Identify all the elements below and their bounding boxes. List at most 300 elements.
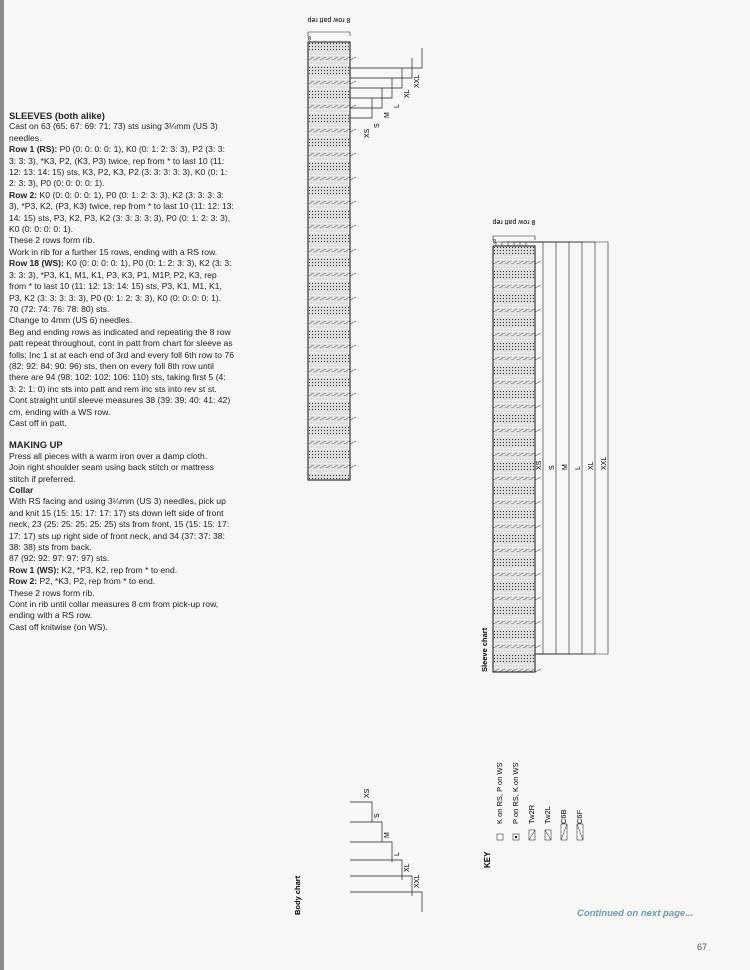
purl-dot (527, 253, 528, 254)
making-up-heading: MAKING UP (9, 439, 63, 451)
purl-dot (512, 469, 513, 470)
purl-dot (509, 487, 510, 488)
purl-dot (518, 631, 519, 632)
purl-dot (342, 211, 343, 212)
purl-dot (500, 487, 501, 488)
purl-dot (533, 589, 534, 590)
purl-dot (527, 298, 528, 299)
purl-dot (515, 349, 516, 350)
purl-dot (342, 334, 343, 335)
purl-dot (330, 358, 331, 359)
purl-dot (533, 349, 534, 350)
purl-dot (494, 610, 495, 611)
purl-dot (503, 271, 504, 272)
purl-dot (333, 430, 334, 431)
purl-dot (333, 70, 334, 71)
purl-dot (330, 337, 331, 338)
key-label: P on RS, K on WS (511, 762, 520, 824)
purl-dot (530, 589, 531, 590)
purl-dot (318, 49, 319, 50)
purl-dot (324, 49, 325, 50)
purl-dot (530, 421, 531, 422)
purl-dot (327, 193, 328, 194)
purl-dot (339, 475, 340, 476)
purl-dot (345, 235, 346, 236)
purl-dot (494, 487, 495, 488)
purl-dot (497, 661, 498, 662)
purl-dot (336, 46, 337, 47)
purl-dot (324, 403, 325, 404)
purl-dot (342, 163, 343, 164)
purl-dot (330, 190, 331, 191)
purl-dot (530, 322, 531, 323)
purl-dot (309, 355, 310, 356)
purl-dot (318, 43, 319, 44)
purl-dot (336, 265, 337, 266)
purl-dot (512, 421, 513, 422)
purl-dot (321, 241, 322, 242)
purl-dot (521, 367, 522, 368)
purl-dot (312, 385, 313, 386)
purl-dot (497, 541, 498, 542)
purl-dot (515, 373, 516, 374)
row-label: Row 1 (RS): (9, 144, 58, 155)
purl-dot (339, 70, 340, 71)
purl-dot (506, 538, 507, 539)
purl-dot (515, 295, 516, 296)
purl-dot (321, 283, 322, 284)
purl-dot (503, 466, 504, 467)
purl-dot (348, 331, 349, 332)
purl-dot (500, 370, 501, 371)
instruction-text: With RS facing and using 3¼mm (US 3) needles, pick up and knit 15 (15: 15: 17: 17: 17) sts down left side of front neck, 23 (25: 25: 25: 25: 25) sts from front, 15 (15: 15: 17: 17: 17) sts up right side of front neck, and 34 (37: 37: 38: 38: 38) sts from back. (9, 496, 230, 553)
purl-dot (521, 613, 522, 614)
purl-dot (321, 91, 322, 92)
sleeve-chart-label: Sleeve chart (480, 627, 489, 672)
purl-dot (312, 262, 313, 263)
purl-dot (524, 391, 525, 392)
purl-dot (512, 349, 513, 350)
purl-dot (348, 166, 349, 167)
blank-square-icon (497, 834, 503, 840)
purl-dot (333, 358, 334, 359)
purl-dot (321, 121, 322, 122)
purl-dot (330, 409, 331, 410)
purl-dot (494, 613, 495, 614)
purl-dot (336, 115, 337, 116)
purl-dot (533, 418, 534, 419)
purl-dot (342, 331, 343, 332)
purl-dot (312, 382, 313, 383)
purl-dot (527, 655, 528, 656)
purl-dot (503, 655, 504, 656)
purl-dot (339, 265, 340, 266)
purl-dot (318, 265, 319, 266)
purl-dot (518, 367, 519, 368)
cable-stroke (350, 57, 356, 60)
purl-dot (509, 325, 510, 326)
purl-dot (515, 607, 516, 608)
purl-dot (515, 613, 516, 614)
purl-dot (336, 457, 337, 458)
purl-dot (509, 535, 510, 536)
purl-dot (494, 541, 495, 542)
purl-dot (500, 391, 501, 392)
purl-dot (330, 49, 331, 50)
purl-dot (497, 487, 498, 488)
purl-dot (506, 565, 507, 566)
purl-dot (533, 445, 534, 446)
purl-dot (512, 535, 513, 536)
purl-dot (530, 391, 531, 392)
purl-dot (497, 271, 498, 272)
purl-dot (321, 94, 322, 95)
purl-dot (509, 469, 510, 470)
purl-dot (500, 517, 501, 518)
purl-dot (315, 67, 316, 68)
purl-dot (330, 289, 331, 290)
purl-dot (527, 343, 528, 344)
purl-dot (521, 301, 522, 302)
purl-dot (524, 565, 525, 566)
size-label: M (384, 832, 391, 838)
purl-dot (530, 271, 531, 272)
purl-dot (509, 541, 510, 542)
purl-dot (345, 289, 346, 290)
purl-dot (327, 454, 328, 455)
purl-dot (494, 586, 495, 587)
purl-dot (533, 322, 534, 323)
purl-dot (327, 217, 328, 218)
purl-dot (348, 49, 349, 50)
purl-dot (509, 517, 510, 518)
purl-dot (518, 439, 519, 440)
purl-dot (518, 295, 519, 296)
purl-dot (312, 214, 313, 215)
purl-dot (312, 187, 313, 188)
purl-dot (336, 187, 337, 188)
purl-dot (315, 454, 316, 455)
collar-instructions (9, 496, 234, 633)
purl-dot (342, 238, 343, 239)
purl-dot (506, 415, 507, 416)
purl-dot (512, 277, 513, 278)
instruction-paragraph (9, 418, 234, 429)
purl-dot (345, 211, 346, 212)
purl-dot (315, 451, 316, 452)
purl-dot (324, 307, 325, 308)
purl-dot (521, 277, 522, 278)
purl-dot (315, 478, 316, 479)
purl-dot (315, 139, 316, 140)
purl-dot (315, 433, 316, 434)
purl-dot (327, 211, 328, 212)
purl-dot (342, 43, 343, 44)
purl-dot (515, 466, 516, 467)
purl-dot (330, 427, 331, 428)
purl-dot (527, 559, 528, 560)
purl-dot (315, 265, 316, 266)
purl-dot (309, 475, 310, 476)
purl-dot (509, 493, 510, 494)
purl-dot (342, 283, 343, 284)
purl-dot (333, 382, 334, 383)
instruction-text: P2, *K3, P2, rep from * to end. (37, 576, 156, 587)
size-leader-line (350, 802, 372, 822)
purl-dot (500, 418, 501, 419)
purl-dot (333, 145, 334, 146)
purl-dot (327, 385, 328, 386)
purl-dot (527, 586, 528, 587)
purl-dot (530, 250, 531, 251)
purl-dot (345, 193, 346, 194)
purl-dot (524, 325, 525, 326)
purl-dot (518, 589, 519, 590)
purl-dot (330, 91, 331, 92)
purl-dot (506, 370, 507, 371)
purl-dot (327, 427, 328, 428)
cable-stroke (535, 501, 541, 504)
purl-dot (333, 214, 334, 215)
purl-dot (309, 478, 310, 479)
purl-dot (524, 322, 525, 323)
purl-dot (321, 214, 322, 215)
purl-dot (506, 514, 507, 515)
purl-dot (324, 217, 325, 218)
purl-dot (336, 358, 337, 359)
purl-dot (324, 406, 325, 407)
purl-dot (533, 295, 534, 296)
purl-dot (503, 493, 504, 494)
purl-dot (345, 403, 346, 404)
purl-dot (518, 538, 519, 539)
purl-dot (315, 118, 316, 119)
purl-dot (524, 469, 525, 470)
purl-dot (521, 445, 522, 446)
purl-dot (345, 163, 346, 164)
purl-dot (494, 517, 495, 518)
purl-dot (315, 193, 316, 194)
purl-dot (330, 238, 331, 239)
purl-dot (530, 538, 531, 539)
purl-dot (524, 319, 525, 320)
purl-dot (527, 538, 528, 539)
purl-dot (530, 565, 531, 566)
cable-stroke (350, 177, 356, 180)
purl-dot (512, 247, 513, 248)
purl-dot (318, 235, 319, 236)
purl-dot (324, 262, 325, 263)
purl-dot (327, 190, 328, 191)
cable-stroke (350, 105, 356, 108)
purl-dot (509, 589, 510, 590)
purl-dot (515, 319, 516, 320)
purl-dot (518, 634, 519, 635)
purl-dot (333, 265, 334, 266)
purl-dot (339, 313, 340, 314)
purl-dot (518, 442, 519, 443)
purl-dot (503, 415, 504, 416)
purl-dot (336, 403, 337, 404)
purl-dot (512, 373, 513, 374)
purl-dot (345, 313, 346, 314)
purl-dot (506, 463, 507, 464)
purl-dot (321, 163, 322, 164)
purl-dot (327, 121, 328, 122)
size-label: S (374, 813, 381, 818)
purl-dot (348, 454, 349, 455)
purl-dot (321, 334, 322, 335)
purl-dot (333, 361, 334, 362)
instruction-text: Beg and ending rows as indicated and repeating the 8 row patt repeat throughout, cont in patt from chart for sleeve as folls: Inc 1 st at each end of 3rd and every foll 6th row to 76 (82: 92: 84: 90: 96) sts, then on every foll 8th row until there are 94 (98: 102: 102: 106: 110) sts, taking first 5 (4: 3: 2: 1: 0) inc sts into patt and rem inc sts into rev st st. (9, 326, 234, 394)
purl-dot (336, 193, 337, 194)
purl-dot (497, 469, 498, 470)
purl-dot (315, 91, 316, 92)
purl-dot (512, 586, 513, 587)
purl-dot (336, 142, 337, 143)
purl-dot (336, 67, 337, 68)
purl-dot (309, 379, 310, 380)
size-label: XXL (414, 874, 421, 888)
purl-dot (330, 187, 331, 188)
purl-dot (521, 397, 522, 398)
purl-dot (330, 265, 331, 266)
purl-dot (315, 385, 316, 386)
purl-dot (506, 391, 507, 392)
purl-dot (530, 535, 531, 536)
purl-dot (527, 421, 528, 422)
purl-dot (524, 373, 525, 374)
purl-dot (524, 370, 525, 371)
purl-dot (530, 247, 531, 248)
purl-dot (345, 259, 346, 260)
purl-dot (506, 394, 507, 395)
purl-dot (506, 418, 507, 419)
purl-dot (494, 589, 495, 590)
purl-dot (533, 559, 534, 560)
purl-dot (515, 394, 516, 395)
purl-dot (521, 247, 522, 248)
purl-dot (321, 139, 322, 140)
purl-dot (509, 367, 510, 368)
purl-dot (497, 298, 498, 299)
repeat-number: 8 (492, 237, 496, 243)
purl-dot (321, 190, 322, 191)
purl-dot (521, 637, 522, 638)
cable-stroke (535, 309, 541, 312)
instruction-text: Cast on 63 (65: 67: 69: 71: 73) sts using 3¼mm (US 3) needles. (9, 121, 218, 143)
purl-dot (503, 418, 504, 419)
purl-dot (497, 253, 498, 254)
purl-dot (312, 166, 313, 167)
purl-dot (530, 586, 531, 587)
purl-dot (315, 337, 316, 338)
purl-dot (336, 355, 337, 356)
purl-dot (500, 469, 501, 470)
purl-dot (330, 73, 331, 74)
purl-dot (315, 142, 316, 143)
purl-dot (348, 433, 349, 434)
purl-dot (333, 451, 334, 452)
purl-dot (342, 379, 343, 380)
purl-dot (494, 298, 495, 299)
purl-dot (533, 367, 534, 368)
purl-dot (312, 337, 313, 338)
cable-stroke (535, 621, 541, 624)
purl-dot (497, 466, 498, 467)
purl-dot (324, 454, 325, 455)
purl-dot (503, 445, 504, 446)
purl-dot (524, 346, 525, 347)
purl-dot (521, 298, 522, 299)
purl-dot (309, 115, 310, 116)
purl-dot (345, 478, 346, 479)
purl-dot (527, 349, 528, 350)
purl-dot (521, 295, 522, 296)
purl-dot (515, 421, 516, 422)
purl-dot (318, 163, 319, 164)
purl-dot (309, 118, 310, 119)
purl-dot (342, 307, 343, 308)
purl-dot (530, 517, 531, 518)
purl-dot (348, 214, 349, 215)
purl-dot (533, 277, 534, 278)
purl-dot (521, 391, 522, 392)
purl-dot (533, 661, 534, 662)
purl-dot (530, 367, 531, 368)
purl-dot (512, 610, 513, 611)
purl-dot (509, 346, 510, 347)
purl-dot (321, 307, 322, 308)
purl-dot (497, 421, 498, 422)
purl-dot (530, 466, 531, 467)
purl-dot (318, 310, 319, 311)
purl-dot (527, 439, 528, 440)
purl-dot (348, 94, 349, 95)
purl-dot (527, 277, 528, 278)
purl-dot (315, 379, 316, 380)
purl-dot (518, 349, 519, 350)
purl-dot (530, 343, 531, 344)
collar-heading: Collar (9, 485, 34, 495)
purl-dot (509, 391, 510, 392)
purl-dot (533, 658, 534, 659)
purl-dot (309, 142, 310, 143)
purl-dot (342, 118, 343, 119)
purl-dot (512, 562, 513, 563)
purl-dot (518, 322, 519, 323)
purl-dot (527, 613, 528, 614)
purl-dot (333, 331, 334, 332)
purl-dot (500, 271, 501, 272)
purl-dot (321, 313, 322, 314)
purl-dot (527, 394, 528, 395)
purl-dot (527, 319, 528, 320)
purl-dot (530, 301, 531, 302)
purl-dot (512, 634, 513, 635)
instruction-text: These 2 rows form rib. (9, 235, 95, 246)
purl-dot (515, 445, 516, 446)
purl-dot (530, 274, 531, 275)
purl-dot (518, 463, 519, 464)
purl-dot (339, 115, 340, 116)
purl-dot (515, 370, 516, 371)
purl-dot (309, 91, 310, 92)
purl-dot (348, 97, 349, 98)
purl-dot (324, 115, 325, 116)
purl-dot (309, 193, 310, 194)
purl-dot (309, 457, 310, 458)
